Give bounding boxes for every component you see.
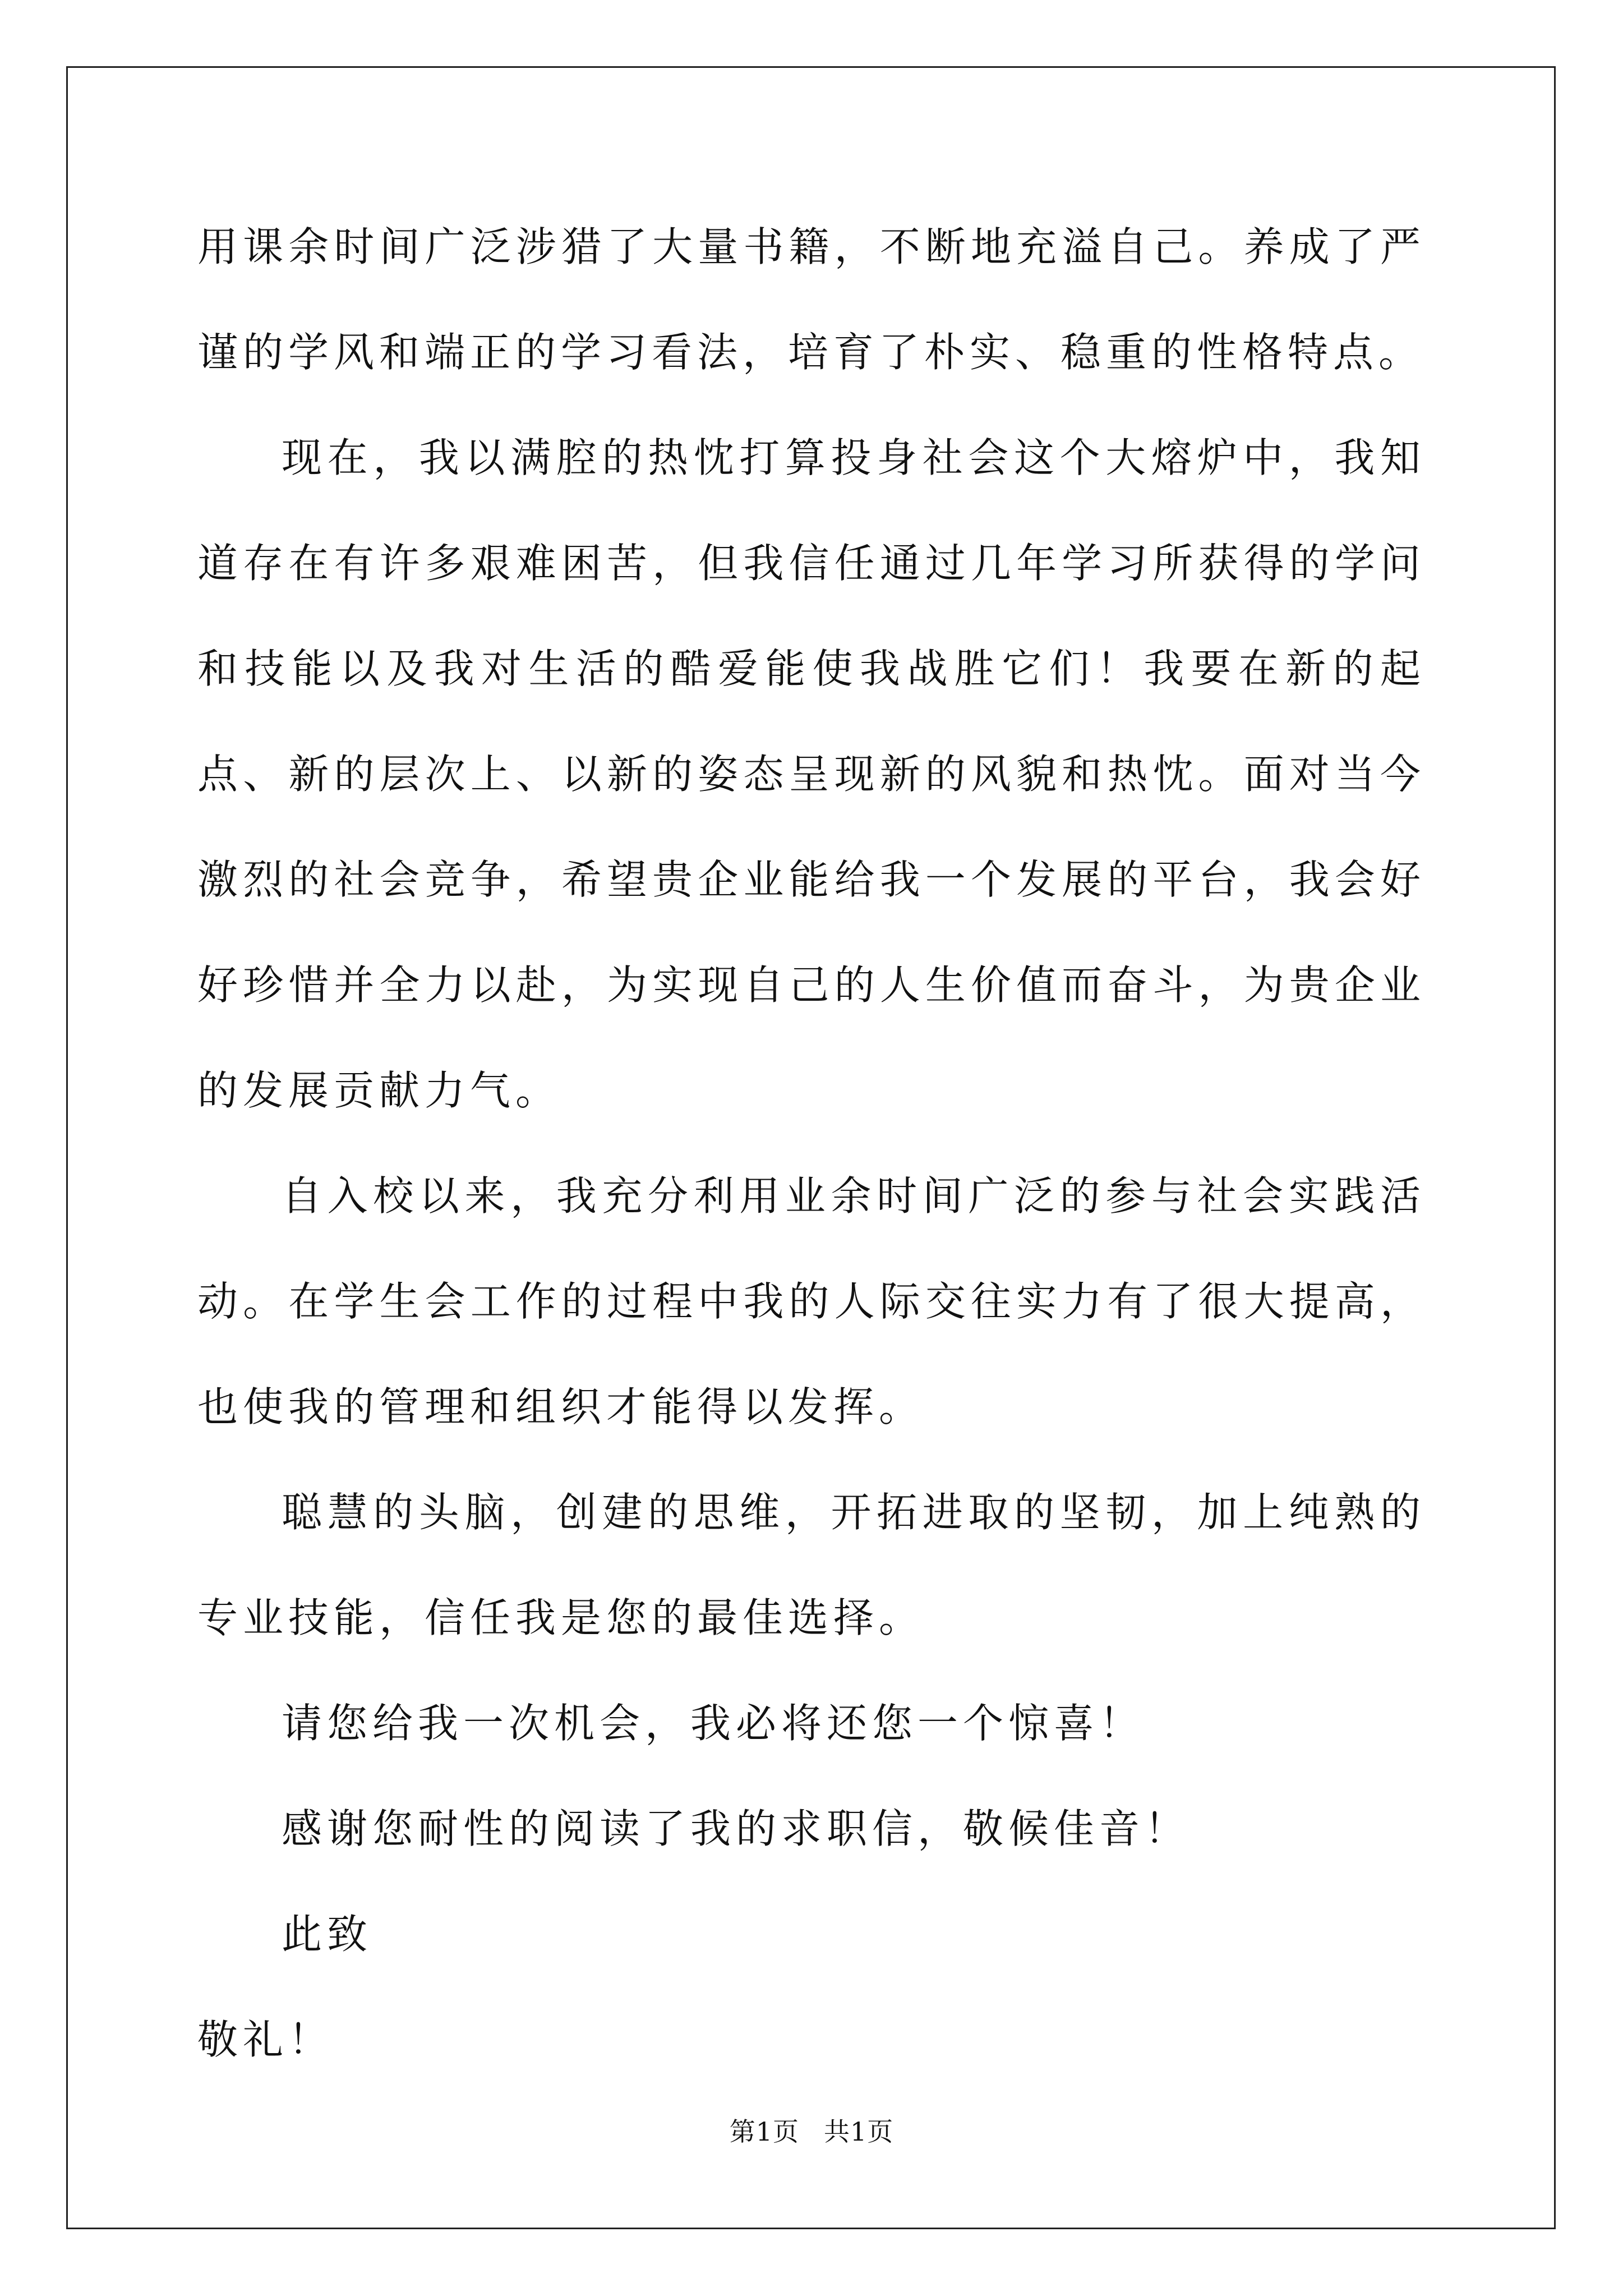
paragraph-thanks: 感谢您耐性的阅读了我的求职信，敬候佳音！ [282,1805,1191,1852]
paragraph-aspiration: 现在，我以满腔的热忱打算投身社会这个大熔炉中，我知道存在有许多艰难困苦，但我信任通过几年学习所获得的学问和技能以及我对生活的酷爱能使我战胜它们！我要在新的起点、新的层次上、以新的姿态呈现新的风貌和热忱。面对当今激烈的社会竞争，希望贵企业能给我一个发展的平台，我会好好珍惜并全力以赴，为实现自己的人生价值而奋斗，为贵企业的发展贡献力气。 [197,434,1426,1114]
closing-regards: 敬礼！ [197,2016,334,2063]
letter-body [197,194,1426,2092]
page-footer [0,2116,1623,2147]
closing-salutation: 此致 [282,1911,373,1958]
page-number: 第1页 [729,2116,799,2147]
paragraph-study-habits: 用课余时间广泛涉猎了大量书籍，不断地充溢自己。养成了严谨的学风和端正的学习看法，培育了朴实、稳重的性格特点。 [197,223,1426,376]
paragraph-social-practice: 自入校以来，我充分利用业余时间广泛的参与社会实践活动。在学生会工作的过程中我的人际交往实力有了很大提高，也使我的管理和组织才能得以发挥。 [197,1172,1426,1430]
paragraph-self-recommendation: 聪慧的头脑，创建的思维，开拓进取的坚韧，加上纯熟的专业技能，信任我是您的最佳选择。 [197,1489,1426,1641]
page-total: 共1页 [824,2116,894,2147]
paragraph-request: 请您给我一次机会，我必将还您一个惊喜！ [282,1700,1145,1747]
